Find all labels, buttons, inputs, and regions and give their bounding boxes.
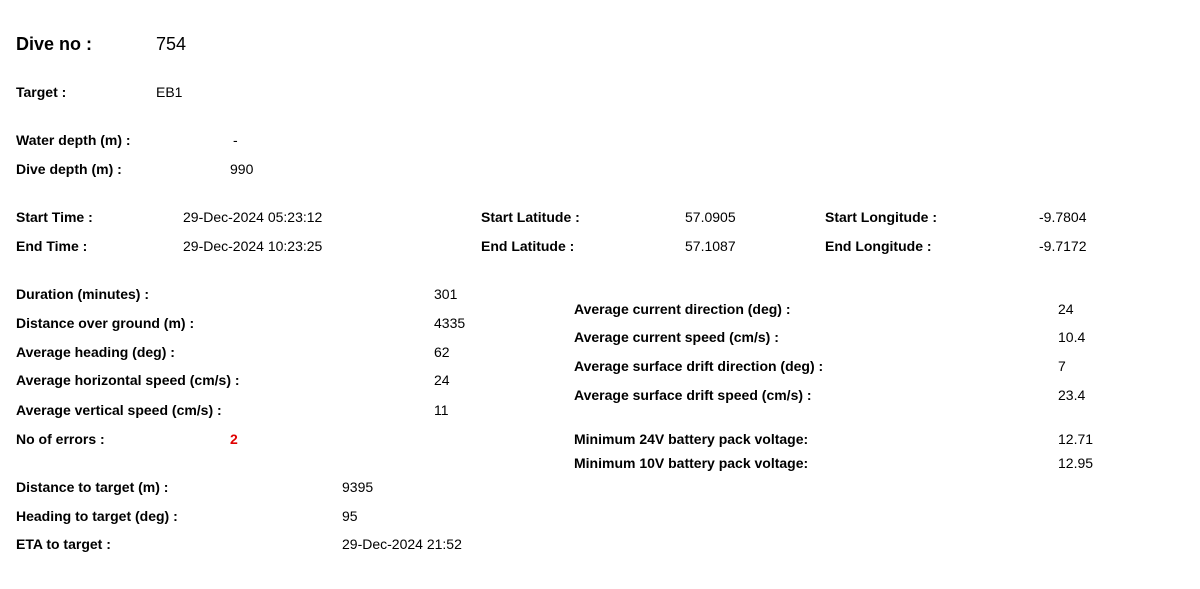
min-24v-battery-value: 12.71 [1058, 431, 1094, 447]
avg-current-speed-value: 10.4 [1058, 329, 1086, 345]
end-longitude-label: End Longitude : [825, 238, 932, 254]
end-time-label: End Time : [16, 238, 88, 254]
avg-horizontal-speed-value: 24 [434, 372, 450, 388]
water-depth-value: - [233, 132, 238, 148]
distance-to-target-label: Distance to target (m) : [16, 479, 169, 495]
eta-to-target-label: ETA to target : [16, 536, 111, 552]
average-heading-value: 62 [434, 344, 450, 360]
avg-vertical-speed-value: 11 [434, 402, 449, 418]
avg-surface-drift-speed-value: 23.4 [1058, 387, 1086, 403]
dive-depth-value: 990 [230, 161, 254, 177]
start-latitude-value: 57.0905 [685, 209, 736, 225]
avg-horizontal-speed-label: Average horizontal speed (cm/s) : [16, 372, 240, 388]
target-label: Target : [16, 84, 67, 100]
heading-to-target-label: Heading to target (deg) : [16, 508, 178, 524]
water-depth-label: Water depth (m) : [16, 132, 131, 148]
distance-to-target-value: 9395 [342, 479, 374, 495]
avg-surface-drift-speed-label: Average surface drift speed (cm/s) : [574, 387, 812, 403]
dive-no-value: 754 [156, 34, 187, 54]
min-10v-battery-label: Minimum 10V battery pack voltage: [574, 455, 809, 471]
average-heading-label: Average heading (deg) : [16, 344, 175, 360]
start-time-label: Start Time : [16, 209, 93, 225]
avg-current-direction-label: Average current direction (deg) : [574, 301, 791, 317]
avg-current-direction-value: 24 [1058, 301, 1074, 317]
end-time-value: 29-Dec-2024 10:23:25 [183, 238, 323, 254]
end-latitude-label: End Latitude : [481, 238, 575, 254]
dive-no-label: Dive no : [16, 34, 93, 54]
end-latitude-value: 57.1087 [685, 238, 736, 254]
eta-to-target-value: 29-Dec-2024 21:52 [342, 536, 462, 552]
target-value: EB1 [156, 84, 183, 100]
avg-surface-drift-direction-value: 7 [1058, 358, 1066, 374]
dive-depth-label: Dive depth (m) : [16, 161, 122, 177]
heading-to-target-value: 95 [342, 508, 358, 524]
end-longitude-value: -9.7172 [1039, 238, 1087, 254]
min-24v-battery-label: Minimum 24V battery pack voltage: [574, 431, 809, 447]
avg-surface-drift-direction-label: Average surface drift direction (deg) : [574, 358, 824, 374]
duration-value: 301 [434, 286, 458, 302]
start-longitude-value: -9.7804 [1039, 209, 1087, 225]
errors-label: No of errors : [16, 431, 105, 447]
start-latitude-label: Start Latitude : [481, 209, 580, 225]
errors-value: 2 [230, 431, 238, 447]
distance-over-ground-value: 4335 [434, 315, 466, 331]
duration-label: Duration (minutes) : [16, 286, 149, 302]
min-10v-battery-value: 12.95 [1058, 455, 1094, 471]
avg-current-speed-label: Average current speed (cm/s) : [574, 329, 779, 345]
distance-over-ground-label: Distance over ground (m) : [16, 315, 195, 331]
avg-vertical-speed-label: Average vertical speed (cm/s) : [16, 402, 222, 418]
start-longitude-label: Start Longitude : [825, 209, 937, 225]
start-time-value: 29-Dec-2024 05:23:12 [183, 209, 323, 225]
